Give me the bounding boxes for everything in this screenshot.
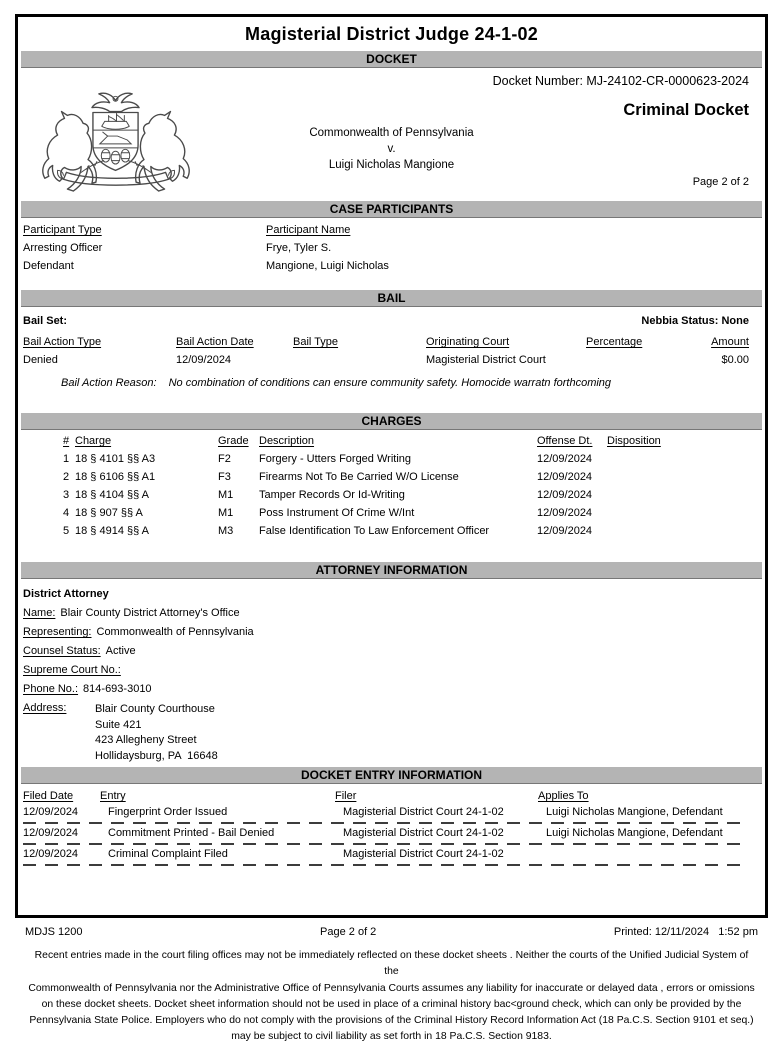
document-border-box <box>15 14 768 918</box>
attorney-phone-value: 814-693-3010 <box>83 683 152 695</box>
charge-number: 2 <box>63 471 70 483</box>
bail-action-type: Denied <box>23 354 58 366</box>
caption-party-one: Commonwealth of Pennsylvania <box>309 127 474 139</box>
entry-applies-to <box>546 848 749 861</box>
charge-offense-date: 12/09/2024 <box>537 471 593 483</box>
charge-grade: F2 <box>218 453 231 465</box>
column-header-participant-name: Participant Name <box>266 224 351 236</box>
entry-filed-date: 12/09/2024 <box>23 806 79 818</box>
page-note: Page 2 of 2 <box>692 176 749 188</box>
charge-grade: M3 <box>218 525 234 537</box>
participant-name: Frye, Tyler S. <box>266 242 332 254</box>
charge-statute: 18 § 6106 §§ A1 <box>75 471 156 483</box>
bail-status-row <box>18 307 765 328</box>
charges-header-row <box>63 435 749 448</box>
attorney-information <box>18 579 765 764</box>
bail-action-date: 12/09/2024 <box>176 354 232 366</box>
attorney-counsel-status-label: Counsel Status: <box>23 645 101 657</box>
participant-type: Defendant <box>23 260 74 272</box>
attorney-phone-label: Phone No.: <box>23 683 79 695</box>
bail-row <box>23 354 749 367</box>
bail-type <box>293 354 426 367</box>
bail-action-reason <box>23 377 749 390</box>
column-header-bail-action-type: Bail Action Type <box>23 336 102 348</box>
charge-row <box>63 489 749 502</box>
docket-number: Docket Number: MJ-24102-CR-0000623-2024 <box>492 74 749 88</box>
column-header-charge: Charge <box>75 435 112 447</box>
entry-title: Criminal Complaint Filed <box>108 848 228 860</box>
charge-offense-date: 12/09/2024 <box>537 525 593 537</box>
attorney-address-lines <box>95 702 218 764</box>
charge-disposition <box>607 525 749 538</box>
column-header-bail-action-date: Bail Action Date <box>176 336 254 348</box>
page-footer <box>25 926 758 939</box>
charge-grade: M1 <box>218 489 234 501</box>
originating-court: Magisterial District Court <box>426 354 546 366</box>
entry-filer: Magisterial District Court 24-1-02 <box>343 806 504 818</box>
entry-applies-to: Luigi Nicholas Mangione, Defendant <box>546 806 723 818</box>
disclaimer-line: Commonwealth of Pennsylvania nor the Administrative Office of Pennsylvania Courts assumes any liability for inaccurate or delayed data , errors or omissions <box>28 982 755 994</box>
attorney-field <box>23 664 749 677</box>
address-line: Hollidaysburg, PA 16648 <box>95 749 218 762</box>
form-id: MDJS 1200 <box>25 926 83 938</box>
entry-title: Fingerprint Order Issued <box>108 806 228 818</box>
attorney-field <box>23 607 749 620</box>
charge-statute: 18 § 4914 §§ A <box>75 525 150 537</box>
charge-number: 5 <box>63 525 70 537</box>
docket-entry-row <box>23 827 749 840</box>
charge-statute: 18 § 4104 §§ A <box>75 489 150 501</box>
column-header-entry: Entry <box>100 790 126 802</box>
entry-title: Commitment Printed - Bail Denied <box>108 827 275 839</box>
section-header-charges: CHARGES <box>21 413 762 430</box>
address-line: Suite 421 <box>95 718 142 731</box>
charge-statute: 18 § 4101 §§ A3 <box>75 453 156 465</box>
docket-header-block <box>18 74 765 201</box>
charge-number: 1 <box>63 453 70 465</box>
column-header-disposition: Disposition <box>607 435 661 447</box>
charge-row <box>63 525 749 538</box>
charges-table <box>63 435 749 538</box>
entry-filer: Magisterial District Court 24-1-02 <box>343 848 504 860</box>
row-divider <box>23 822 749 824</box>
attorney-name-value: Blair County District Attorney's Office <box>60 607 240 619</box>
charge-description: Firearms Not To Be Carried W/O License <box>259 471 459 483</box>
address-line: 423 Allegheny Street <box>95 734 197 746</box>
attorney-counsel-status-value: Active <box>105 645 136 657</box>
caption-versus: v. <box>387 143 396 155</box>
charge-grade: M1 <box>218 507 234 519</box>
bail-action-reason-label: Bail Action Reason: <box>61 377 157 389</box>
charge-number: 4 <box>63 507 70 519</box>
printed-timestamp: Printed: 12/11/2024 1:52 pm <box>613 926 758 938</box>
bail-action-reason-text: No combination of conditions can ensure community safety. Homocide warratn forthcoming <box>168 377 612 389</box>
case-participants-table <box>18 218 765 273</box>
charge-number: 3 <box>63 489 70 501</box>
column-header-filer: Filer <box>335 790 357 802</box>
entry-filed-date: 12/09/2024 <box>23 827 79 839</box>
charge-disposition <box>607 471 749 484</box>
charge-offense-date: 12/09/2024 <box>537 507 593 519</box>
disclaimer-line: Recent entries made in the court filing offices may not be immediately reflected on these docket sheets . Neither the courts of the Unified Judicial System of the <box>34 950 749 978</box>
participant-type: Arresting Officer <box>23 242 103 254</box>
charge-row <box>63 453 749 466</box>
footer-page-label: Page 2 of 2 <box>320 926 377 938</box>
docket-entry-row <box>23 806 749 819</box>
bail-table <box>18 328 765 390</box>
charge-offense-date: 12/09/2024 <box>537 453 593 465</box>
attorney-supreme-court-no-label: Supreme Court No.: <box>23 664 121 676</box>
disclaimer-line: may be subject to civil liability as set forth in 18 Pa.C.S. Section 9183. <box>231 1031 552 1043</box>
disclaimer-line: on these docket sheets. Docket sheet information should not be used in place of a criminal history bac<ground check, which can only be provided by the <box>41 998 742 1010</box>
section-header-docket-entry-information: DOCKET ENTRY INFORMATION <box>21 767 762 784</box>
disclaimer-line: Pennsylvania State Police. Employers who do not comply with the provisions of the Criminal History Record Information Act (18 Pa.C.S. Section 9101 et seq.) <box>29 1015 754 1027</box>
amount: $0.00 <box>721 354 749 366</box>
charge-disposition <box>607 453 749 466</box>
column-header-bail-type: Bail Type <box>293 336 339 348</box>
section-header-bail: BAIL <box>21 290 762 307</box>
pennsylvania-coat-of-arms-icon <box>30 86 202 197</box>
section-header-docket: DOCKET <box>21 51 762 68</box>
attorney-representing-label: Representing: <box>23 626 92 638</box>
charge-offense-date: 12/09/2024 <box>537 489 593 501</box>
entry-filed-date: 12/09/2024 <box>23 848 79 860</box>
attorney-address <box>23 702 749 764</box>
column-header-offense-dt: Offense Dt. <box>537 435 593 447</box>
charge-description: Forgery - Utters Forged Writing <box>259 453 412 465</box>
charge-row <box>63 471 749 484</box>
percentage <box>586 354 686 367</box>
caption-party-two: Luigi Nicholas Mangione <box>328 159 455 171</box>
charge-description: Tamper Records Or Id-Writing <box>259 489 405 501</box>
attorney-field <box>23 683 749 696</box>
entry-filer: Magisterial District Court 24-1-02 <box>343 827 504 839</box>
charge-grade: F3 <box>218 471 231 483</box>
column-header-description: Description <box>259 435 315 447</box>
participant-name: Mangione, Luigi Nicholas <box>266 260 389 272</box>
bail-set-label: Bail Set: <box>23 315 68 327</box>
entry-applies-to: Luigi Nicholas Mangione, Defendant <box>546 827 723 839</box>
section-header-attorney-information: ATTORNEY INFORMATION <box>21 562 762 579</box>
column-header-grade: Grade <box>218 435 249 447</box>
docket-type: Criminal Docket <box>623 101 749 119</box>
participant-row <box>23 260 749 273</box>
column-header-filed-date: Filed Date <box>23 790 74 802</box>
column-header-applies-to: Applies To <box>538 790 589 802</box>
address-line: Blair County Courthouse <box>95 703 215 715</box>
column-header-charge-num: # <box>63 435 70 447</box>
column-header-participant-type: Participant Type <box>23 224 102 236</box>
nebbia-status: Nebbia Status: None <box>641 315 749 327</box>
column-header-originating-court: Originating Court <box>426 336 510 348</box>
participant-row <box>23 242 749 255</box>
disclaimer-text <box>28 948 755 1046</box>
page-title: Magisterial District Judge 24-1-02 <box>245 24 538 44</box>
docket-entry-row <box>23 848 749 861</box>
docket-entry-table <box>18 784 765 866</box>
column-header-amount: Amount <box>711 336 749 348</box>
charge-row <box>63 507 749 520</box>
attorney-field <box>23 626 749 639</box>
section-header-case-participants: CASE PARTICIPANTS <box>21 201 762 218</box>
row-divider <box>23 843 749 845</box>
docket-entry-header-row <box>23 790 749 803</box>
attorney-role-heading: District Attorney <box>23 588 109 600</box>
case-participants-header-row <box>23 224 749 237</box>
charge-description: Poss Instrument Of Crime W/Int <box>259 507 415 519</box>
charge-disposition <box>607 507 749 520</box>
attorney-field <box>23 645 749 658</box>
row-divider <box>23 864 749 866</box>
attorney-address-label: Address: <box>23 702 67 714</box>
charge-statute: 18 § 907 §§ A <box>75 507 143 519</box>
attorney-name-label: Name: <box>23 607 56 619</box>
charge-disposition <box>607 489 749 502</box>
bail-header-row <box>23 336 749 349</box>
column-header-percentage: Percentage <box>586 336 643 348</box>
attorney-representing-value: Commonwealth of Pennsylvania <box>96 626 254 638</box>
charge-description: False Identification To Law Enforcement Officer <box>259 525 490 537</box>
